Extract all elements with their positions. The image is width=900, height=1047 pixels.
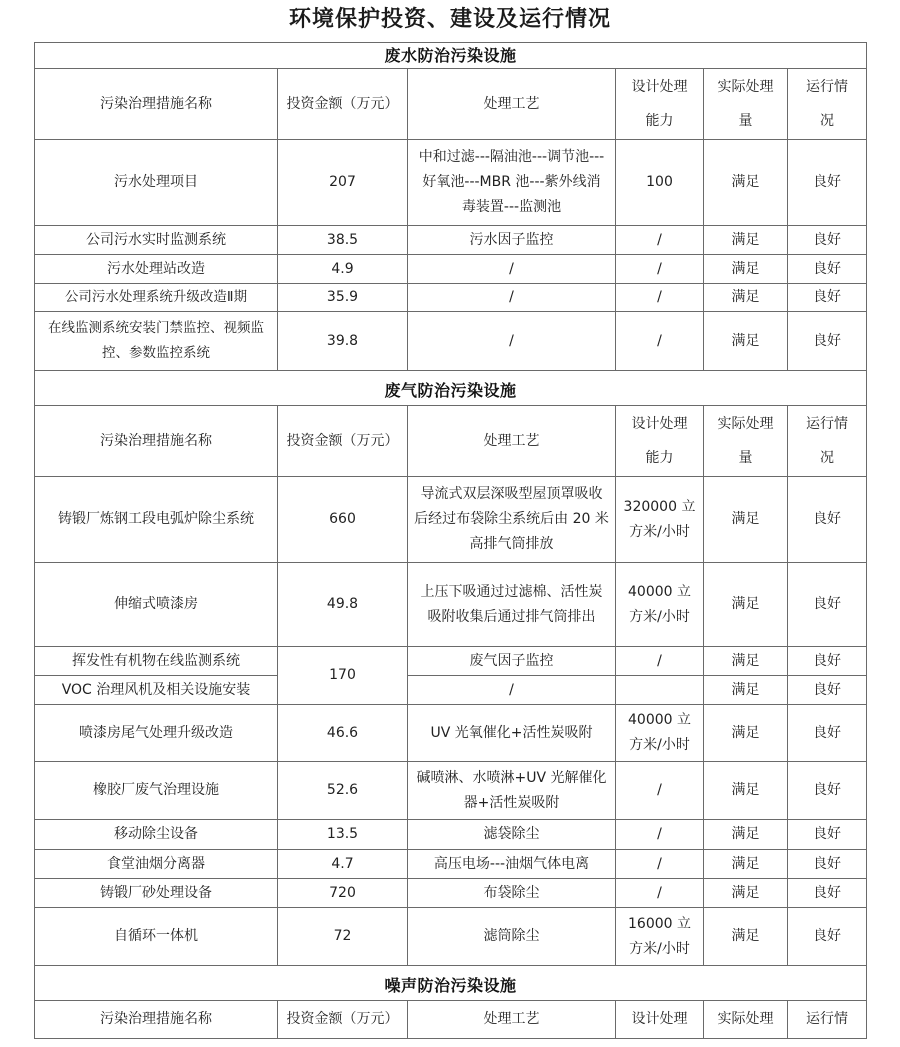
table-row xyxy=(35,140,867,226)
section-title-noise: 噪声防治污染设施 xyxy=(35,966,867,1001)
header-process: 处理工艺 xyxy=(408,406,616,477)
cell-process: 废气因子监控 xyxy=(408,647,616,676)
cell-actual: 满足 xyxy=(704,284,788,312)
cell-design: / xyxy=(616,226,704,255)
table-row xyxy=(35,255,867,284)
cell-investment: 207 xyxy=(278,140,408,226)
cell-process: 滤筒除尘 xyxy=(408,908,616,966)
header-design-capacity: 设计处理 能力 xyxy=(616,69,704,140)
cell-design: 40000 立方米/小时 xyxy=(616,563,704,647)
table-row xyxy=(35,850,867,879)
cell-investment: 720 xyxy=(278,879,408,908)
cell-name: 橡胶厂废气治理设施 xyxy=(35,762,278,820)
cell-investment: 72 xyxy=(278,908,408,966)
cell-design: / xyxy=(616,820,704,850)
header-design-capacity: 设计处理 xyxy=(616,1001,704,1039)
cell-process: 高压电场---油烟气体电离 xyxy=(408,850,616,879)
cell-process: UV 光氧催化+活性炭吸附 xyxy=(408,705,616,762)
header-process: 处理工艺 xyxy=(408,1001,616,1039)
cell-actual: 满足 xyxy=(704,762,788,820)
header-status: 运行情 xyxy=(788,1001,867,1039)
cell-actual: 满足 xyxy=(704,477,788,563)
cell-name: 污水处理项目 xyxy=(35,140,278,226)
section-title-exhaust: 废气防治污染设施 xyxy=(35,371,867,406)
cell-actual: 满足 xyxy=(704,312,788,371)
document-title: 环境保护投资、建设及运行情况 xyxy=(288,6,611,32)
cell-actual: 满足 xyxy=(704,226,788,255)
cell-status: 良好 xyxy=(788,850,867,879)
environmental-investment-table xyxy=(34,42,867,1039)
cell-investment: 13.5 xyxy=(278,820,408,850)
cell-name: 移动除尘设备 xyxy=(35,820,278,850)
cell-status: 良好 xyxy=(788,140,867,226)
cell-process: / xyxy=(408,255,616,284)
cell-name: 在线监测系统安装门禁监控、视频监控、参数监控系统 xyxy=(35,312,278,371)
cell-investment: 38.5 xyxy=(278,226,408,255)
cell-process: / xyxy=(408,312,616,371)
header-design-capacity: 设计处理 能力 xyxy=(616,406,704,477)
cell-status: 良好 xyxy=(788,879,867,908)
cell-process: 污水因子监控 xyxy=(408,226,616,255)
header-status: 运行情 况 xyxy=(788,69,867,140)
header-status: 运行情 况 xyxy=(788,406,867,477)
section-title-wastewater: 废水防治污染设施 xyxy=(35,43,867,69)
cell-design: 320000 立方米/小时 xyxy=(616,477,704,563)
cell-name: VOC 治理风机及相关设施安装 xyxy=(35,676,278,705)
cell-actual: 满足 xyxy=(704,850,788,879)
cell-actual: 满足 xyxy=(704,563,788,647)
header-investment: 投资金额（万元） xyxy=(278,1001,408,1039)
cell-actual: 满足 xyxy=(704,705,788,762)
header-name: 污染治理措施名称 xyxy=(35,1001,278,1039)
cell-status: 良好 xyxy=(788,676,867,705)
cell-status: 良好 xyxy=(788,312,867,371)
cell-design: 16000 立方米/小时 xyxy=(616,908,704,966)
cell-status: 良好 xyxy=(788,647,867,676)
cell-status: 良好 xyxy=(788,284,867,312)
header-name: 污染治理措施名称 xyxy=(35,69,278,140)
cell-actual: 满足 xyxy=(704,908,788,966)
header-actual-volume: 实际处理 xyxy=(704,1001,788,1039)
cell-name: 伸缩式喷漆房 xyxy=(35,563,278,647)
table-row xyxy=(35,676,867,705)
cell-design: / xyxy=(616,762,704,820)
cell-process: / xyxy=(408,284,616,312)
cell-name: 食堂油烟分离器 xyxy=(35,850,278,879)
table-header-row xyxy=(35,406,867,477)
header-name: 污染治理措施名称 xyxy=(35,406,278,477)
cell-investment: 39.8 xyxy=(278,312,408,371)
cell-status: 良好 xyxy=(788,820,867,850)
cell-name: 挥发性有机物在线监测系统 xyxy=(35,647,278,676)
cell-investment: 46.6 xyxy=(278,705,408,762)
table-row xyxy=(35,820,867,850)
cell-status: 良好 xyxy=(788,226,867,255)
table-row xyxy=(35,226,867,255)
cell-actual: 满足 xyxy=(704,647,788,676)
cell-design: 100 xyxy=(616,140,704,226)
cell-status: 良好 xyxy=(788,255,867,284)
cell-status: 良好 xyxy=(788,563,867,647)
table-row xyxy=(35,284,867,312)
table-row xyxy=(35,312,867,371)
cell-process: 滤袋除尘 xyxy=(408,820,616,850)
cell-actual: 满足 xyxy=(704,879,788,908)
cell-actual: 满足 xyxy=(704,676,788,705)
cell-actual: 满足 xyxy=(704,140,788,226)
cell-design: / xyxy=(616,255,704,284)
header-investment: 投资金额（万元） xyxy=(278,69,408,140)
cell-actual: 满足 xyxy=(704,255,788,284)
cell-process: 碱喷淋、水喷淋+UV 光解催化器+活性炭吸附 xyxy=(408,762,616,820)
cell-process: / xyxy=(408,676,616,705)
cell-investment-merged: 170 xyxy=(278,647,408,705)
table-row xyxy=(35,908,867,966)
cell-actual: 满足 xyxy=(704,820,788,850)
cell-name: 铸锻厂砂处理设备 xyxy=(35,879,278,908)
cell-status: 良好 xyxy=(788,705,867,762)
cell-name: 公司污水实时监测系统 xyxy=(35,226,278,255)
cell-investment: 52.6 xyxy=(278,762,408,820)
table-row xyxy=(35,563,867,647)
cell-design: / xyxy=(616,284,704,312)
header-actual-volume: 实际处理 量 xyxy=(704,406,788,477)
cell-process: 导流式双层深吸型屋顶罩吸收后经过布袋除尘系统后由 20 米高排气筒排放 xyxy=(408,477,616,563)
header-investment: 投资金额（万元） xyxy=(278,406,408,477)
table-row xyxy=(35,879,867,908)
table-header-row-partial xyxy=(35,1001,867,1039)
cell-investment: 49.8 xyxy=(278,563,408,647)
cell-investment: 4.9 xyxy=(278,255,408,284)
cell-process: 布袋除尘 xyxy=(408,879,616,908)
cell-design xyxy=(616,676,704,705)
cell-name: 污水处理站改造 xyxy=(35,255,278,284)
cell-name: 喷漆房尾气处理升级改造 xyxy=(35,705,278,762)
table-row xyxy=(35,762,867,820)
cell-design: / xyxy=(616,850,704,879)
cell-status: 良好 xyxy=(788,762,867,820)
header-actual-volume: 实际处理 量 xyxy=(704,69,788,140)
cell-investment: 35.9 xyxy=(278,284,408,312)
table-row xyxy=(35,705,867,762)
cell-status: 良好 xyxy=(788,908,867,966)
cell-design: / xyxy=(616,879,704,908)
cell-process: 上压下吸通过过滤棉、活性炭吸附收集后通过排气筒排出 xyxy=(408,563,616,647)
cell-name: 公司污水处理系统升级改造Ⅱ期 xyxy=(35,284,278,312)
table-row xyxy=(35,477,867,563)
cell-design: 40000 立方米/小时 xyxy=(616,705,704,762)
cell-design: / xyxy=(616,647,704,676)
cell-name: 自循环一体机 xyxy=(35,908,278,966)
table-row xyxy=(35,647,867,676)
cell-name: 铸锻厂炼钢工段电弧炉除尘系统 xyxy=(35,477,278,563)
header-process: 处理工艺 xyxy=(408,69,616,140)
cell-investment: 660 xyxy=(278,477,408,563)
cell-process: 中和过滤---隔油池---调节池---好氧池---MBR 池---紫外线消毒装置---监测池 xyxy=(408,140,616,226)
cell-design: / xyxy=(616,312,704,371)
cell-status: 良好 xyxy=(788,477,867,563)
table-header-row xyxy=(35,69,867,140)
cell-investment: 4.7 xyxy=(278,850,408,879)
